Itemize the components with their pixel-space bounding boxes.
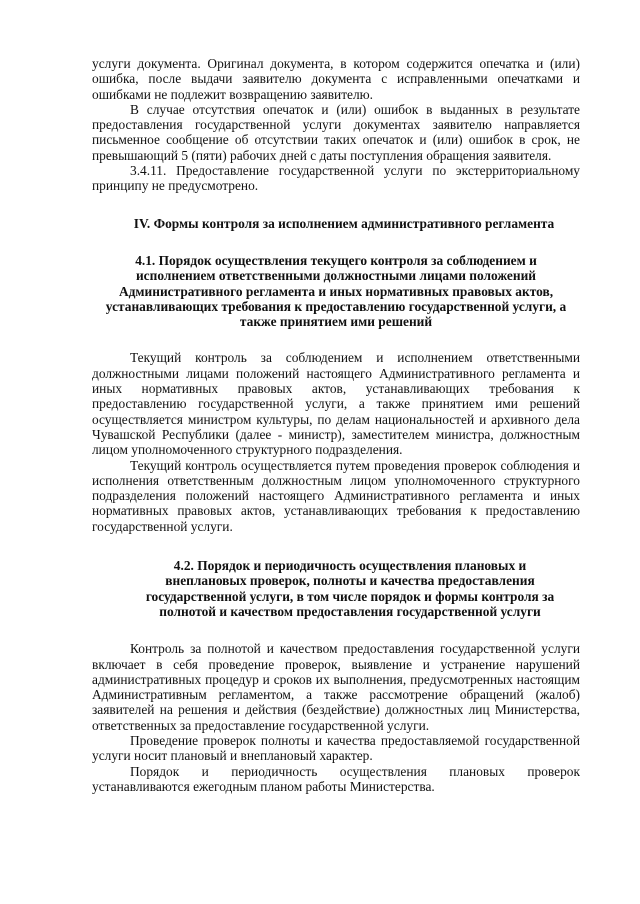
- subsection-1-title-line: исполнением ответственными должностными лицами положений: [135, 268, 537, 284]
- subsection-2-paragraph-3: Порядок и периодичность осуществления плановых проверок устанавливаются ежегодным планом работы Министерства.: [92, 763, 580, 794]
- document-page: [92, 56, 580, 794]
- subsection-2-title-line: государственной услуги, в том числе порядок и формы контроля за: [145, 588, 555, 604]
- subsection-1-title-line: 4.1. Порядок осуществления текущего контроля за соблюдением и: [135, 252, 537, 268]
- subsection-2-paragraph-2: Проведение проверок полноты и качества предоставляемой государственной услуги носит плановый и внеплановый характер.: [92, 732, 580, 764]
- subsection-1-title-line: также принятием ими решений: [239, 314, 433, 330]
- subsection-1-paragraph-1: Текущий контроль за соблюдением и исполнением ответственными должностными лицами положений настоящего Административного регламента и иных нормативных правовых актов, устанавливающих требования к предоставлению государственной услуги, а также принятием ими решений осуществляется министром культуры, по делам национальностей и архивного дела Чувашской Республики (далее - министр), заместителем министра, должностным лицом уполномоченного структурного подразделения.: [92, 350, 580, 458]
- section-title: IV. Формы контроля за исполнением административного регламента: [133, 215, 555, 231]
- subsection-2-paragraph-1: Контроль за полнотой и качеством предоставления государственной услуги включает в себя проведение проверок, выявление и устранение нарушений административных процедур и сроков их выполнения, предусмотренных настоящим Административным регламентом, а также рассмотрение обращений (жалоб) заявителей на решения и действия (бездействие) должностных лиц Министерства, ответственных за предоставление государственной услуги.: [92, 641, 580, 733]
- subsection-2-title: [92, 558, 580, 619]
- intro-paragraph-1: услуги документа. Оригинал документа, в котором содержится опечатка и (или) ошибка, после выдачи заявителю документа с исправленными опечатками и ошибками не подлежит возвращению заявителю.: [92, 56, 580, 102]
- intro-paragraph-2: В случае отсутствия опечаток и (или) ошибок в выданных в результате предоставления государственной услуги документах заявителю направляется письменное сообщение об отсутствии таких опечаток и (или) ошибок в срок, не превышающий 5 (пяти) рабочих дней с даты поступления обращения заявителя.: [92, 101, 580, 163]
- subsection-2-title-line: полнотой и качеством предоставления государственной услуги: [159, 603, 541, 619]
- subsection-1-paragraph-2: Текущий контроль осуществляется путем проведения проверок соблюдения и исполнения ответственным должностным лицом уполномоченного структурного подразделения положений настоящего Административного регламента и иных нормативных правовых актов, устанавливающих требования к предоставлению государственной услуги.: [92, 457, 580, 534]
- subsection-1-title: [92, 253, 580, 329]
- subsection-1-title-line: Административного регламента и иных нормативных правовых актов,: [118, 283, 554, 299]
- subsection-1-title-line: устанавливающих требования к предоставлению государственной услуги, а: [105, 298, 567, 314]
- subsection-2-title-line: внеплановых проверок, полноты и качества предоставления: [165, 573, 535, 589]
- intro-paragraph-3: 3.4.11. Предоставление государственной услуги по экстерриториальному принципу не предусмотрено.: [92, 163, 580, 194]
- subsection-2-title-line: 4.2. Порядок и периодичность осуществления плановых и: [173, 558, 527, 574]
